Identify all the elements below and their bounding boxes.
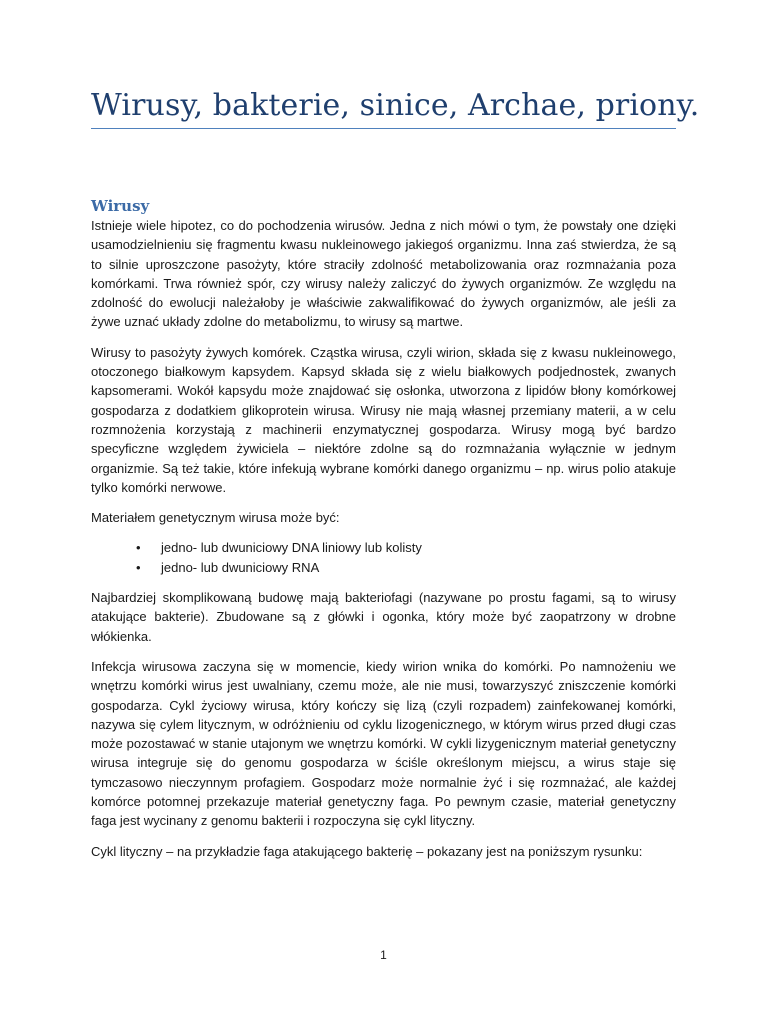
- bullet-icon: •: [136, 559, 141, 575]
- list-item-text: jedno- lub dwuniciowy RNA: [161, 559, 320, 575]
- document-title: Wirusy, bakterie, sinice, Archae, priony.: [91, 88, 700, 123]
- paragraph-lytic-cycle: Cykl lityczny – na przykładzie faga atakującego bakterię – pokazany jest na poniższym rysunku:: [91, 843, 643, 859]
- paragraph-structure: Wirusy to pasożyty żywych komórek. Cząstka wirusa, czyli wirion, składa się z kwasu nukleinowego, otoczonego białkowym kapsydem. Kapsyd składa się z wielu białkowych podjednostek, zwanych kapsomerami. Wokół kapsydu może znajdować się osłonka, utworzona z lipidów błony komórkowej gospodarza z dodatkiem glikoprotein wirusa. Wirusy nie mają własnej przemiany materii, a w celu rozmnożenia korzystają z machinerii enzymatycznej gospodarza. Wirusy mogą być bardzo specyficzne względem żywiciela – niektóre zdolne są do rozmnażania wyłącznie w jednym organizmie. Są też takie, które infekują wybrane komórki danego organizmu – np. wirus polio atakuje tylko komórki nerwowe.: [91, 344, 676, 495]
- paragraph-genetic-material: Materiałem genetycznym wirusa może być:: [91, 510, 340, 526]
- title-underline: [91, 128, 676, 129]
- paragraph-bacteriophages: Najbardziej skomplikowaną budowę mają bakteriofagi (nazywane po prostu fagami, są to wirusy atakujące bakterie). Zbudowane są z główki i ogonka, który może być zaopatrzony w drobne włókienka.: [91, 590, 676, 644]
- paragraph-infection: Infekcja wirusowa zaczyna się w momencie, kiedy wirion wnika do komórki. Po namnożeniu we wnętrzu komórki wirus jest uwalniany, czemu może, ale nie musi, towarzyszyć zniszczenie komórki gospodarza. Cykl życiowy wirusa, który kończy się lizą (czyli rozpadem) zainfekowanej komórki, nazywa się cylem litycznym, w odróżnieniu od cyklu lizogenicznego, w którym wirus przed długi czas może pozostawać w stanie utajonym we wnętrzu komórki. W cykli lizygenicznym materiał genetyczny wirusa integruje się do genomu gospodarza w ściśle określonym miejscu, a wirus staje się tymczasowo nieczynnym profagiem. Gospodarz może normalnie żyć i się rozmnażać, ale każdej komórce potomnej przekazuje materiał genetyczny faga. Po pewnym czasie, materiał genetyczny faga jest wycinany z genomu bakterii i rozpoczyna się cykl lityczny.: [91, 658, 676, 829]
- bullet-icon: •: [136, 540, 141, 556]
- paragraph-origin: Istnieje wiele hipotez, co do pochodzenia wirusów. Jedna z nich mówi o tym, że powstały one dzięki usamodzielnieniu się fragmentu kwasu nukleinowego jakiegoś organizmu. Inna zaś stwierdza, że są to silnie uproszczone pasożyty, które straciły zdolność metabolizowania oraz rozmnażania poza komórkami. Trwa również spór, czy wirusy należy zaliczyć do żywych organizmów. Ze względu na zdolność do ewolucji należałoby je właściwie zakwalifikować do żywych organizmów, ale jeśli za żywe uznać układy zdolne do metabolizmu, to wirusy są martwe.: [91, 218, 676, 330]
- list-item: [91, 558, 676, 577]
- list-item-text: jedno- lub dwuniciowy DNA liniowy lub kolisty: [161, 540, 422, 556]
- section-heading: Wirusy: [91, 197, 150, 215]
- genetic-material-list: [91, 538, 676, 577]
- document-body: [91, 216, 676, 872]
- list-item: [91, 538, 676, 557]
- page-number: 1: [380, 948, 387, 962]
